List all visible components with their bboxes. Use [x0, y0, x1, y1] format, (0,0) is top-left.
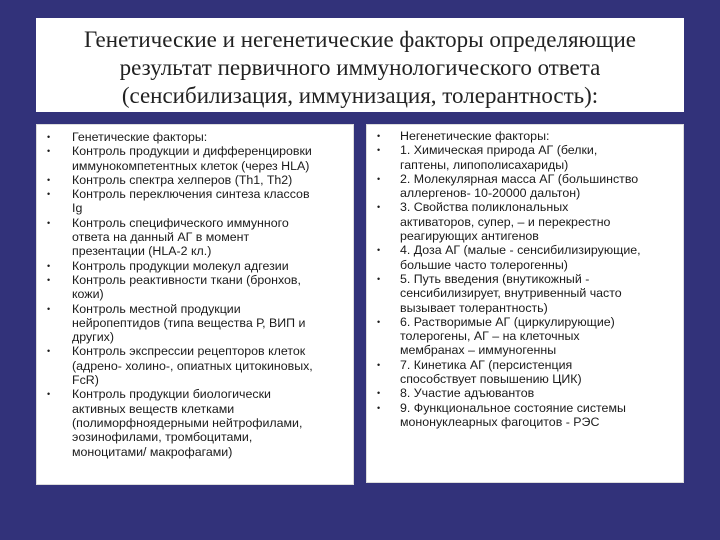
- list-item: [367, 129, 683, 143]
- bullet-icon: •: [377, 316, 381, 327]
- list-item: [367, 143, 683, 172]
- list-item-text: 2. Молекулярная масса АГ (большинство аллергенов- 10-20000 дальтон): [400, 171, 639, 201]
- list-item: [37, 259, 353, 273]
- bullet-icon: •: [377, 359, 381, 370]
- list-item: [37, 273, 353, 302]
- bullet-icon: •: [377, 273, 381, 284]
- list-item-text: 4. Доза АГ (малые - сенсибилизирующие, большие часто толерогенны): [400, 243, 641, 272]
- list-item-text: Контроль экспрессии рецепторов клеток (адрено- холино-, опиатных цитокиновых, FcR): [72, 344, 313, 388]
- list-item-text: Генетические факторы:: [72, 130, 208, 144]
- bullet-icon: •: [377, 202, 381, 213]
- list-item-text: Контроль местной продукции нейропептидов (типа вещества Р, ВИП и других): [72, 301, 306, 345]
- genetic-factors-panel: [36, 124, 354, 485]
- bullet-icon: •: [377, 388, 381, 399]
- list-item-text: Контроль переключения синтеза классов Ig: [72, 187, 310, 216]
- list-item: [367, 401, 683, 430]
- bullet-icon: •: [47, 389, 51, 400]
- list-item: [37, 387, 353, 458]
- bullet-icon: •: [377, 131, 381, 141]
- list-item-text: 7. Кинетика АГ (персистенция способствует повышению ЦИК): [400, 357, 582, 387]
- non-genetic-factors-list: [367, 129, 683, 429]
- list-item: [37, 216, 353, 259]
- list-item-text: Контроль продукции молекул адгезии: [72, 258, 289, 273]
- bullet-icon: •: [47, 274, 51, 285]
- list-item-text: 9. Функциональное состояние системы мононуклеарных фагоцитов - РЭС: [400, 400, 626, 429]
- title-line: Генетические и негенетические факторы определяющие: [84, 27, 636, 52]
- list-item-text: Контроль продукции биологически активных веществ клетками (полиморфноядерными нейтрофилами, эозинофилами, тромбоцитами, моноцитами/ макрофагами): [72, 387, 303, 459]
- list-item-text: 6. Растворимые АГ (циркулирующие) толерогены, АГ – на клеточных мембранах – иммуногенны: [400, 314, 615, 358]
- bullet-icon: •: [47, 217, 51, 228]
- list-item: [367, 172, 683, 201]
- title-line: результат первичного иммунологического ответа: [119, 55, 601, 80]
- bullet-icon: •: [377, 402, 381, 413]
- list-item: [367, 272, 683, 315]
- list-item: [37, 187, 353, 216]
- list-item-text: 8. Участие адъювантов: [400, 386, 535, 401]
- bullet-icon: •: [47, 189, 51, 200]
- bullet-icon: •: [47, 132, 51, 142]
- slide-title: [36, 18, 684, 112]
- list-item: [37, 173, 353, 187]
- list-item-text: 1. Химическая природа АГ (белки, гаптены, липополисахариды): [400, 143, 598, 172]
- bullet-icon: •: [47, 346, 51, 357]
- non-genetic-factors-panel: [366, 124, 684, 483]
- bullet-icon: •: [377, 245, 381, 256]
- list-item: [367, 315, 683, 358]
- list-item-text: Контроль продукции и дифференцировки иммунокомпетентных клеток (через HLA): [72, 144, 312, 173]
- list-item: [37, 302, 353, 345]
- title-line: (сенсибилизация, иммунизация, толерантность):: [121, 83, 599, 108]
- list-item: [367, 200, 683, 243]
- genetic-factors-list: [37, 130, 353, 459]
- bullet-icon: •: [377, 173, 381, 184]
- bullet-icon: •: [47, 174, 51, 185]
- bullet-icon: •: [47, 260, 51, 271]
- bullet-icon: •: [47, 303, 51, 314]
- list-item: [367, 358, 683, 387]
- bullet-icon: •: [47, 146, 51, 157]
- list-item: [37, 344, 353, 387]
- list-item: [37, 144, 353, 173]
- list-item-text: Негенетические факторы:: [400, 129, 550, 143]
- list-item-text: 3. Свойства поликлональных активаторов, супер, – и перекрестно реагирующих антигенов: [400, 200, 611, 244]
- list-item-text: Контроль реактивности ткани (бронхов, кожи): [72, 272, 301, 302]
- list-item: [37, 130, 353, 144]
- list-item-text: Контроль спектра хелперов (Th1, Th2): [72, 172, 293, 187]
- bullet-icon: •: [377, 145, 381, 156]
- list-item-text: 5. Путь введения (внутикожный - сенсибилизирует, внутривенный часто вызывает толерантность): [400, 271, 622, 315]
- list-item-text: Контроль специфического иммунного ответа на данный АГ в момент презентации (HLA-2 кл.): [72, 215, 289, 259]
- list-item: [367, 386, 683, 400]
- list-item: [367, 243, 683, 272]
